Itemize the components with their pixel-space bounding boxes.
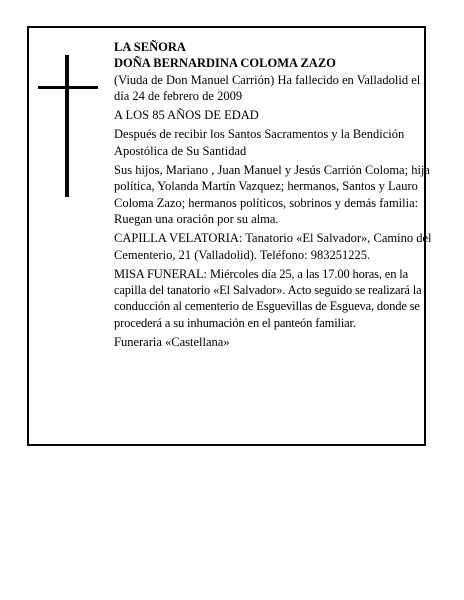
cross-horizontal-bar: [38, 86, 98, 89]
funeral-mass-info: MISA FUNERAL: Miércoles día 25, a las 17.00 horas, en la capilla del tanatorio «El Salvador». Acto seguido se realizará la conducción al cementerio de Esguevillas de Esgueva, donde se procederá a su inhumación en el panteón familiar.: [114, 266, 422, 330]
funeral-home: Funeraria «Castellana»: [114, 335, 230, 350]
deceased-name: DOÑA BERNARDINA COLOMA ZAZO: [114, 56, 336, 71]
family-list: Sus hijos, Mariano , Juan Manuel y Jesús Carrión Coloma; hija política, Yolanda Martín Vazquez; hermanos, Santos y Lauro Coloma Zazo; hermanos políticos, sobrinos y demás familia:: [114, 163, 430, 210]
chapel-info: CAPILLA VELATORIA: Tanatorio «El Salvador», Camino del Cementerio, 21 (Valladolid). Teléfono: 983251225.: [114, 231, 432, 262]
age-at-death: A LOS 85 AÑOS DE EDAD: [114, 108, 259, 123]
sacraments-note: Después de recibir los Santos Sacramentos y la Bendición Apostólica de Su Santidad: [114, 127, 405, 158]
notice-title: LA SEÑORA: [114, 40, 186, 54]
latin-cross-icon: [38, 55, 98, 197]
death-announcement: (Viuda de Don Manuel Carrión) Ha fallecido en Valladolid el día 24 de febrero de 2009: [114, 72, 421, 103]
obituary-text: [114, 39, 432, 353]
cross-vertical-bar: [65, 55, 69, 197]
prayer-request: Ruegan una oración por su alma.: [114, 211, 279, 226]
